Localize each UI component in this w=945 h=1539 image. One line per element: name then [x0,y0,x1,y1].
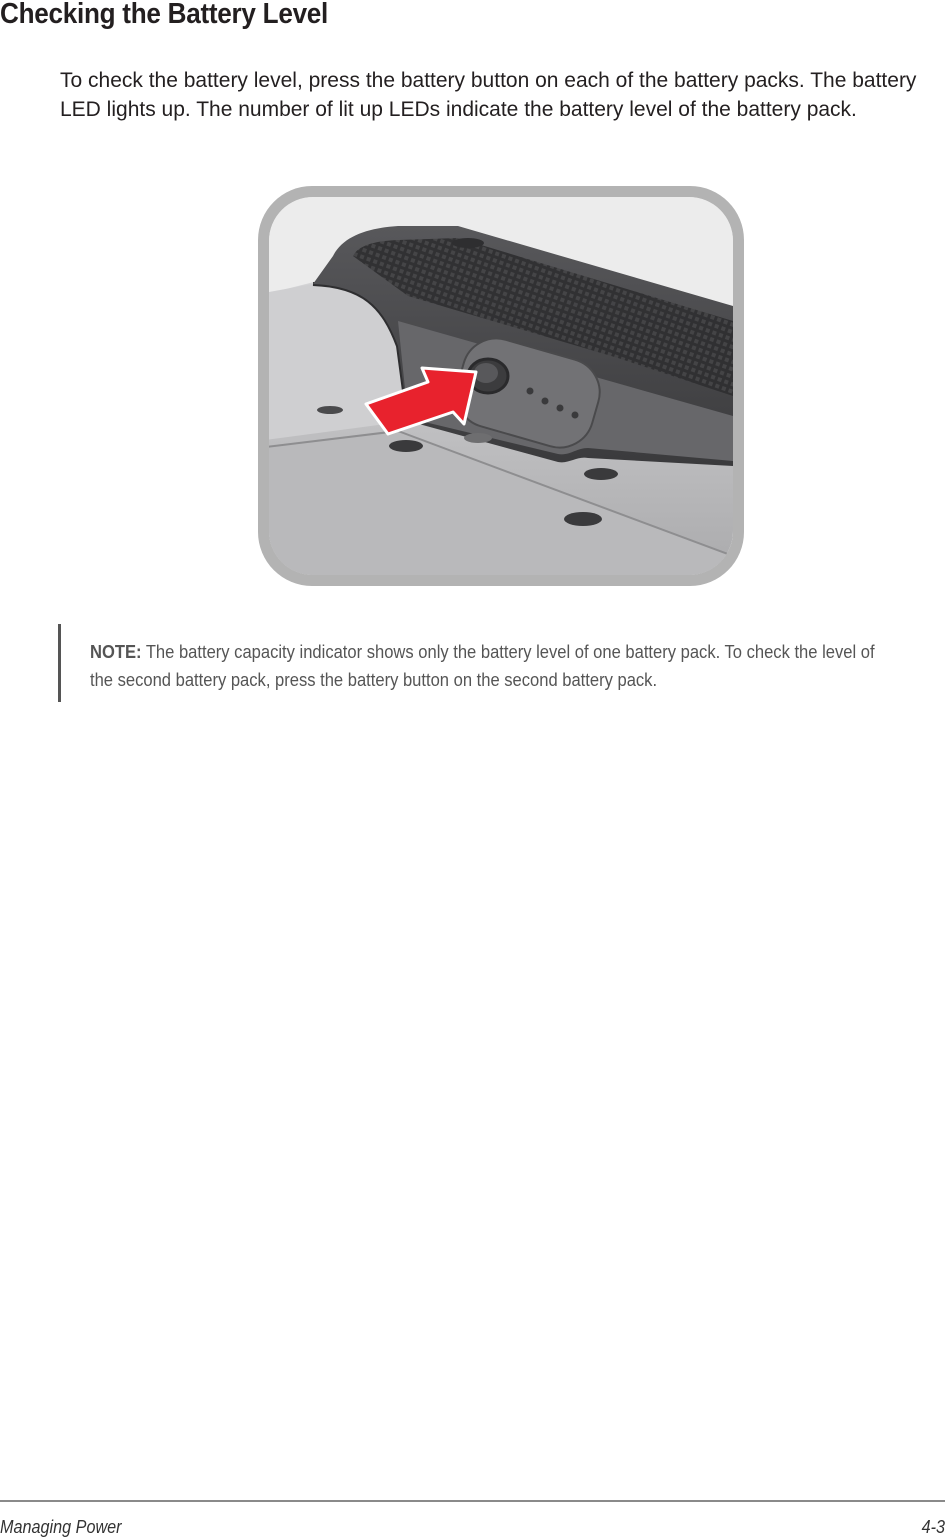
page-title: Checking the Battery Level [0,0,329,30]
intro-paragraph: To check the battery level, press the battery button on each of the battery packs. The battery LED lights up. The number of lit up LEDs indicate the battery level of the battery pack. [60,69,917,121]
page-number: 4-3 [921,1517,945,1537]
note-label: NOTE: [90,642,142,662]
note-body: The battery capacity indicator shows only the battery level of one battery pack. To check the level of the second battery pack, press the battery button on the second battery pack. [90,642,875,690]
footer-section-title: Managing Power [0,1517,122,1537]
note-box [58,624,921,702]
footer-divider [0,1500,945,1502]
battery-pack-illustration [258,186,744,586]
note-text [90,638,900,694]
